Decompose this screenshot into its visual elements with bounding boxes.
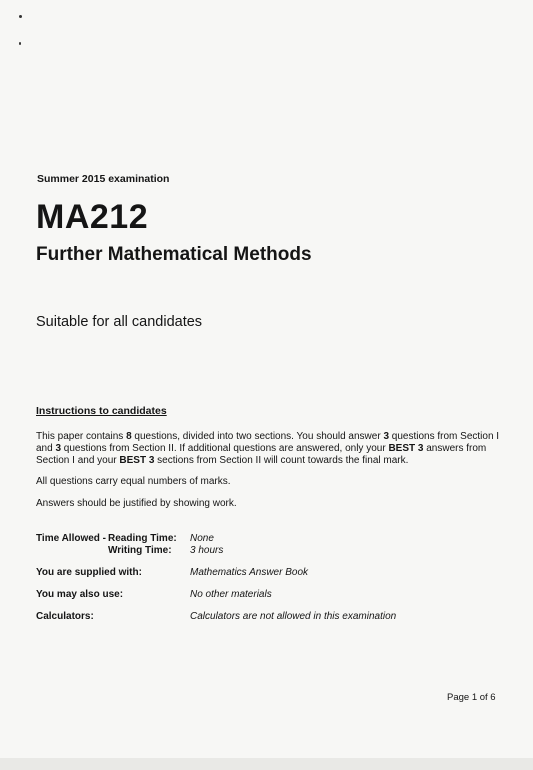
course-title: Further Mathematical Methods xyxy=(36,244,312,265)
supplied-value: Mathematics Answer Book xyxy=(190,567,309,578)
also-use-label: You may also use: xyxy=(36,589,124,600)
instructions-paragraph xyxy=(36,431,506,467)
instructions-paragraph: Answers should be justified by showing work. xyxy=(36,498,237,509)
exam-session: Summer 2015 examination xyxy=(37,173,170,185)
scan-mark xyxy=(19,15,22,18)
also-use-value: No other materials xyxy=(190,589,272,600)
page-number: Page 1 of 6 xyxy=(447,692,496,703)
supplied-label: You are supplied with: xyxy=(36,567,142,578)
course-code: MA212 xyxy=(36,198,149,236)
calculators-label: Calculators: xyxy=(36,611,94,622)
instructions-text: This paper contains 8 questions, divided into two sections. You should answer 3 questions from Section I and 3 questions from Section II. If additional questions are answered, only your BEST 3 answers from Section I and your BEST 3 sections from Section II will count towards the final mark. xyxy=(36,431,500,466)
reading-time-value: None xyxy=(190,533,214,544)
calculators-value: Calculators are not allowed in this examination xyxy=(190,611,397,622)
page-bottom-edge xyxy=(0,758,533,770)
writing-time-label: Writing Time: xyxy=(108,545,172,556)
writing-time-value: 3 hours xyxy=(190,545,224,556)
suitability-note: Suitable for all candidates xyxy=(36,314,203,330)
time-allowed-label: Time Allowed - xyxy=(36,533,107,544)
instructions-paragraph: All questions carry equal numbers of marks. xyxy=(36,476,231,487)
scan-mark xyxy=(19,42,21,45)
instructions-heading: Instructions to candidates xyxy=(36,405,167,417)
reading-time-label: Reading Time: xyxy=(108,533,177,544)
